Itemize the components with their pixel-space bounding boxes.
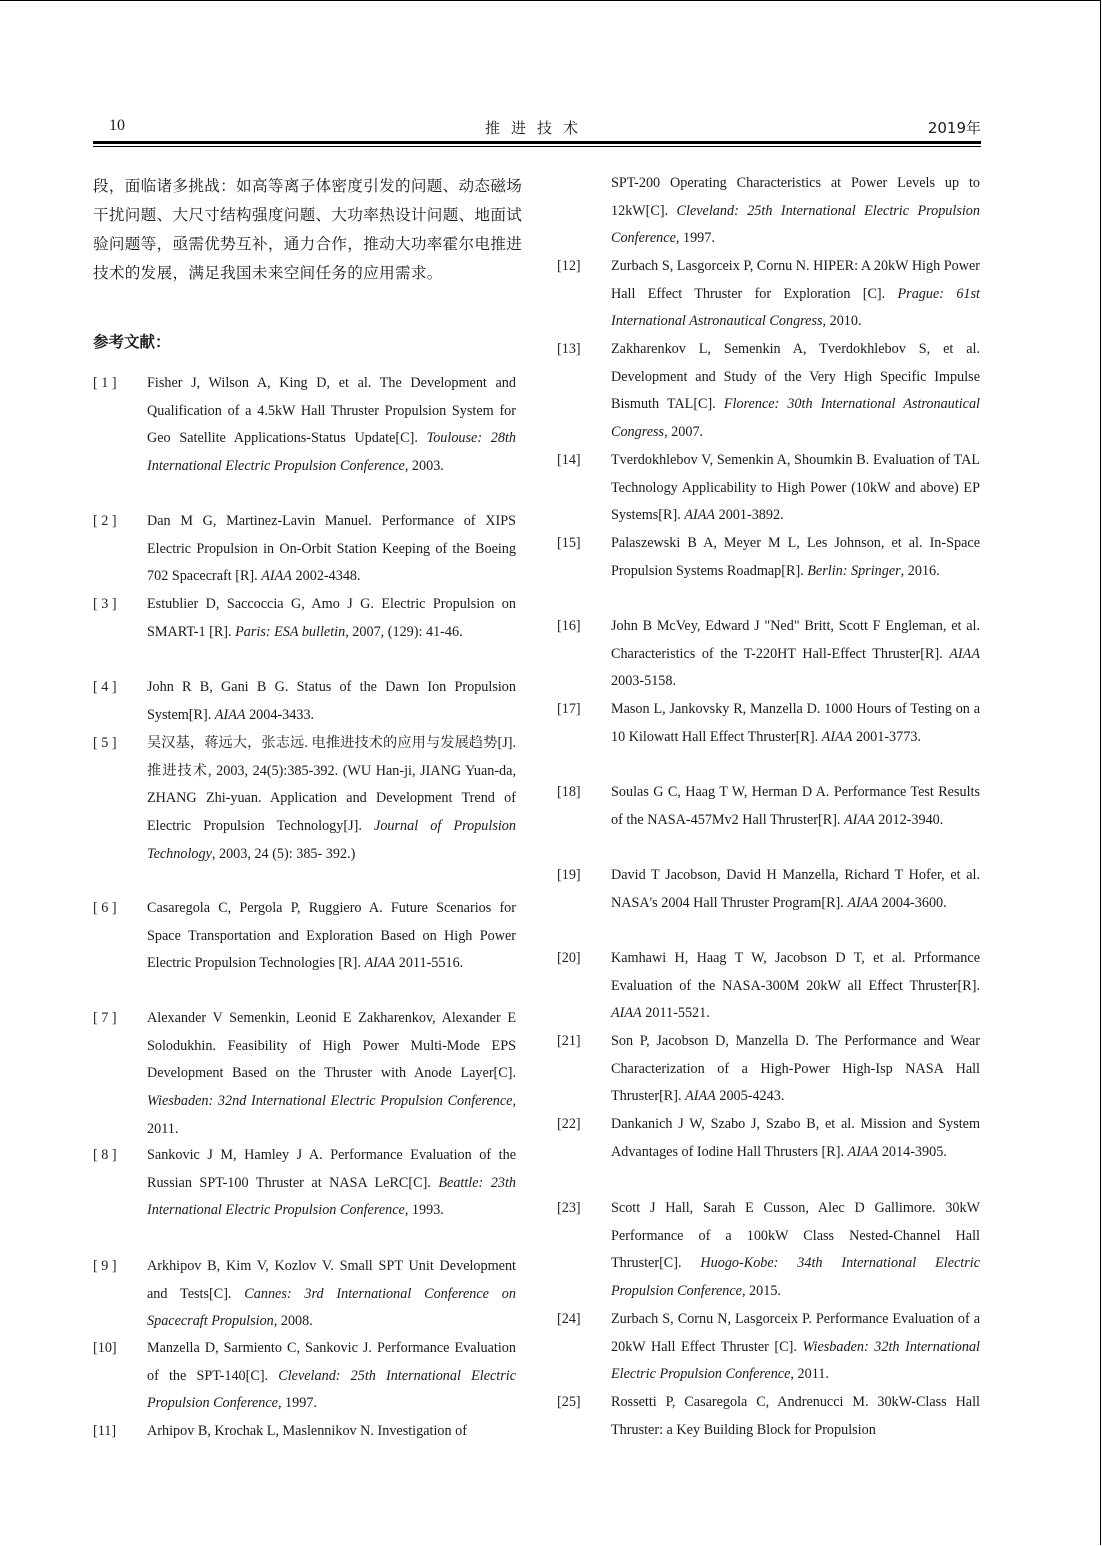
reference-item <box>93 1142 516 1225</box>
reference-number: [ 8 ] <box>93 1147 117 1163</box>
reference-number: [ 3 ] <box>93 596 117 612</box>
reference-text: Palaszewski B A, Meyer M L, Les Johnson, et al. In-Space Propulsion Systems Roadmap[R]. Berlin: Springer, 2016. <box>611 535 980 579</box>
reference-text: Kamhawi H, Haag T W, Jacobson D T, et al. Prformance Evaluation of the NASA-300M 20kW all Effect Thruster[R]. AIAA 2011-5521. <box>611 950 980 1022</box>
reference-text: Rossetti P, Casaregola C, Andrenucci M. 30kW-Class Hall Thruster: a Key Building Block for Propulsion <box>611 1394 980 1438</box>
reference-item <box>557 447 980 530</box>
reference-text: Dankanich J W, Szabo J, Szabo B, et al. Mission and System Advantages of Iodine Hall Thrusters [R]. AIAA 2014-3905. <box>611 1116 980 1160</box>
reference-item <box>557 1111 980 1166</box>
reference-text: Dan M G, Martinez-Lavin Manuel. Performance of XIPS Electric Propulsion in On-Orbit Station Keeping of the Boeing 702 Spacecraft [R]. AIAA 2002-4348. <box>147 513 516 585</box>
body-paragraph: 段，面临诸多挑战：如高等离子体密度引发的问题、动态磁场干扰问题、大尺寸结构强度问题、大功率热设计问题、地面试验问题等，亟需优势互补，通力合作，推动大功率霍尔电推进技术的发展，满足我国未来空间任务的应用需求。 <box>93 177 523 282</box>
reference-item <box>93 674 516 729</box>
reference-text: Soulas G C, Haag T W, Herman D A. Performance Test Results of the NASA-457Mv2 Hall Thruster[R]. AIAA 2012-3940. <box>611 784 980 828</box>
running-header <box>93 117 981 141</box>
reference-text: Fisher J, Wilson A, King D, et al. The Development and Qualification of a 4.5kW Hall Thruster Propulsion System for Geo Satellite Applications-Status Update[C]. Toulouse: 28th International Electric Propulsion Conference, 2003. <box>147 375 517 475</box>
reference-number: [20] <box>557 950 581 966</box>
reference-number: [14] <box>557 452 581 468</box>
reference-text: Zurbach S, Lasgorceix P, Cornu N. HIPER: A 20kW High Power Hall Effect Thruster for Exploration [C]. Prague: 61st International Astronautical Congress, 2010. <box>611 258 980 330</box>
reference-number: [11] <box>93 1423 117 1439</box>
reference-number: [17] <box>557 701 581 717</box>
reference-item <box>93 1335 516 1418</box>
reference-number: [23] <box>557 1200 581 1216</box>
reference-number: [ 6 ] <box>93 900 117 916</box>
reference-text: Mason L, Jankovsky R, Manzella D. 1000 Hours of Testing on a 10 Kilowatt Hall Effect Thruster[R]. AIAA 2001-3773. <box>611 701 980 745</box>
reference-number: [ 9 ] <box>93 1258 117 1274</box>
journal-title: 推进技术 <box>484 119 589 137</box>
reference-number: [24] <box>557 1311 581 1327</box>
header-rule-thick <box>93 141 981 144</box>
reference-item <box>557 253 980 336</box>
header-rule-thin <box>93 146 981 147</box>
reference-number: [10] <box>93 1340 117 1356</box>
reference-item <box>557 696 980 751</box>
reference-number: [ 5 ] <box>93 735 117 751</box>
reference-item <box>557 1389 980 1444</box>
reference-item <box>557 613 980 696</box>
reference-number: [ 7 ] <box>93 1010 117 1026</box>
reference-text: Tverdokhlebov V, Semenkin A, Shoumkin B. Evaluation of TAL Technology Applicability to High Power (10kW and above) EP Systems[R]. AIAA 2001-3892. <box>611 452 980 524</box>
reference-text: Scott J Hall, Sarah E Cusson, Alec D Gallimore. 30kW Performance of a 100kW Class Nested-Channel Hall Thruster[C]. Huogo-Kobe: 34th International Electric Propulsion Conference, 2015. <box>611 1200 980 1300</box>
reference-item <box>93 1005 516 1144</box>
reference-text: John B McVey, Edward J "Ned" Britt, Scott F Engleman, et al. Characteristics of the T-220HT Hall-Effect Thruster[R]. AIAA 2003-5158. <box>611 618 980 690</box>
reference-item <box>93 508 516 591</box>
publication-year: 2019年 <box>927 119 981 137</box>
reference-item <box>557 945 980 1028</box>
reference-number: [25] <box>557 1394 581 1410</box>
reference-item <box>557 779 980 834</box>
reference-item <box>93 1418 516 1446</box>
reference-text: Zurbach S, Cornu N, Lasgorceix P. Performance Evaluation of a 20kW Hall Effect Thruster [C]. Wiesbaden: 32th International Electric Propulsion Conference, 2011. <box>611 1311 980 1383</box>
reference-number: [21] <box>557 1033 581 1049</box>
reference-text: 吴汉基，蒋远大，张志远. 电推进技术的应用与发展趋势[J]. 推进技术, 2003, 24(5):385-392. (WU Han-ji, JIANG Yuan-da, ZHANG Zhi-yuan. Application and Development Trend of Electric Propulsion Technology[J]. Journal of Propulsion Technology, 2003, 24 (5): 385- 392.) <box>147 735 516 862</box>
reference-number: [18] <box>557 784 581 800</box>
reference-number: [ 1 ] <box>93 375 117 391</box>
reference-item <box>93 895 516 978</box>
reference-number: [19] <box>557 867 581 883</box>
reference-number: [12] <box>557 258 581 274</box>
reference-item <box>557 862 980 917</box>
references-heading: 参考文献： <box>93 333 171 351</box>
reference-item <box>557 1028 980 1111</box>
reference-text: Arkhipov B, Kim V, Kozlov V. Small SPT Unit Development and Tests[C]. Cannes: 3rd International Conference on Spacecraft Propulsion, 2008. <box>147 1258 516 1330</box>
reference-item <box>93 1253 516 1336</box>
page-number: 10 <box>109 117 125 134</box>
reference-text: John R B, Gani B G. Status of the Dawn Ion Propulsion System[R]. AIAA 2004-3433. <box>147 679 516 723</box>
reference-item <box>93 591 516 646</box>
reference-item <box>93 370 516 481</box>
reference-text: Manzella D, Sarmiento C, Sankovic J. Performance Evaluation of the SPT-140[C]. Cleveland: 25th International Electric Propulsion Conference, 1997. <box>147 1340 517 1412</box>
reference-text: David T Jacobson, David H Manzella, Richard T Hofer, et al. NASA's 2004 Hall Thruster Program[R]. AIAA 2004-3600. <box>611 867 980 911</box>
reference-text: Arhipov B, Krochak L, Maslennikov N. Investigation of <box>147 1423 467 1439</box>
reference-item <box>93 730 516 869</box>
reference-item-continued <box>557 170 980 253</box>
reference-number: [16] <box>557 618 581 634</box>
reference-text: Alexander V Semenkin, Leonid E Zakharenkov, Alexander E Solodukhin. Feasibility of High Power Multi-Mode EPS Development Based on the Thruster with Anode Layer[C]. Wiesbaden: 32nd International Electric Propulsion Conference, 2011. <box>147 1010 516 1137</box>
reference-item <box>557 530 980 585</box>
reference-text: Sankovic J M, Hamley J A. Performance Evaluation of the Russian SPT-100 Thruster at NASA LeRC[C]. Beattle: 23th International Electric Propulsion Conference, 1993. <box>147 1147 516 1219</box>
reference-text: Estublier D, Saccoccia G, Amo J G. Electric Propulsion on SMART-1 [R]. Paris: ESA bulletin, 2007, (129): 41-46. <box>147 596 516 640</box>
reference-number: [22] <box>557 1116 581 1132</box>
reference-text: Zakharenkov L, Semenkin A, Tverdokhlebov S, et al. Development and Study of the Very High Specific Impulse Bismuth TAL[C]. Florence: 30th International Astronautical Congress, 2007. <box>611 341 980 441</box>
reference-item <box>557 336 980 447</box>
reference-number: [ 4 ] <box>93 679 117 695</box>
reference-text: Casaregola C, Pergola P, Ruggiero A. Future Scenarios for Space Transportation and Exploration Based on High Power Electric Propulsion Technologies [R]. AIAA 2011-5516. <box>147 900 516 972</box>
reference-number: [15] <box>557 535 581 551</box>
reference-item <box>557 1195 980 1306</box>
reference-text: Son P, Jacobson D, Manzella D. The Performance and Wear Characterization of a High-Power High-Isp NASA Hall Thruster[R]. AIAA 2005-4243. <box>611 1033 980 1105</box>
reference-item <box>557 1306 980 1389</box>
reference-number: [13] <box>557 341 581 357</box>
reference-text: SPT-200 Operating Characteristics at Power Levels up to 12kW[C]. Cleveland: 25th International Electric Propulsion Conference, 1997. <box>611 175 980 247</box>
reference-number: [ 2 ] <box>93 513 117 529</box>
